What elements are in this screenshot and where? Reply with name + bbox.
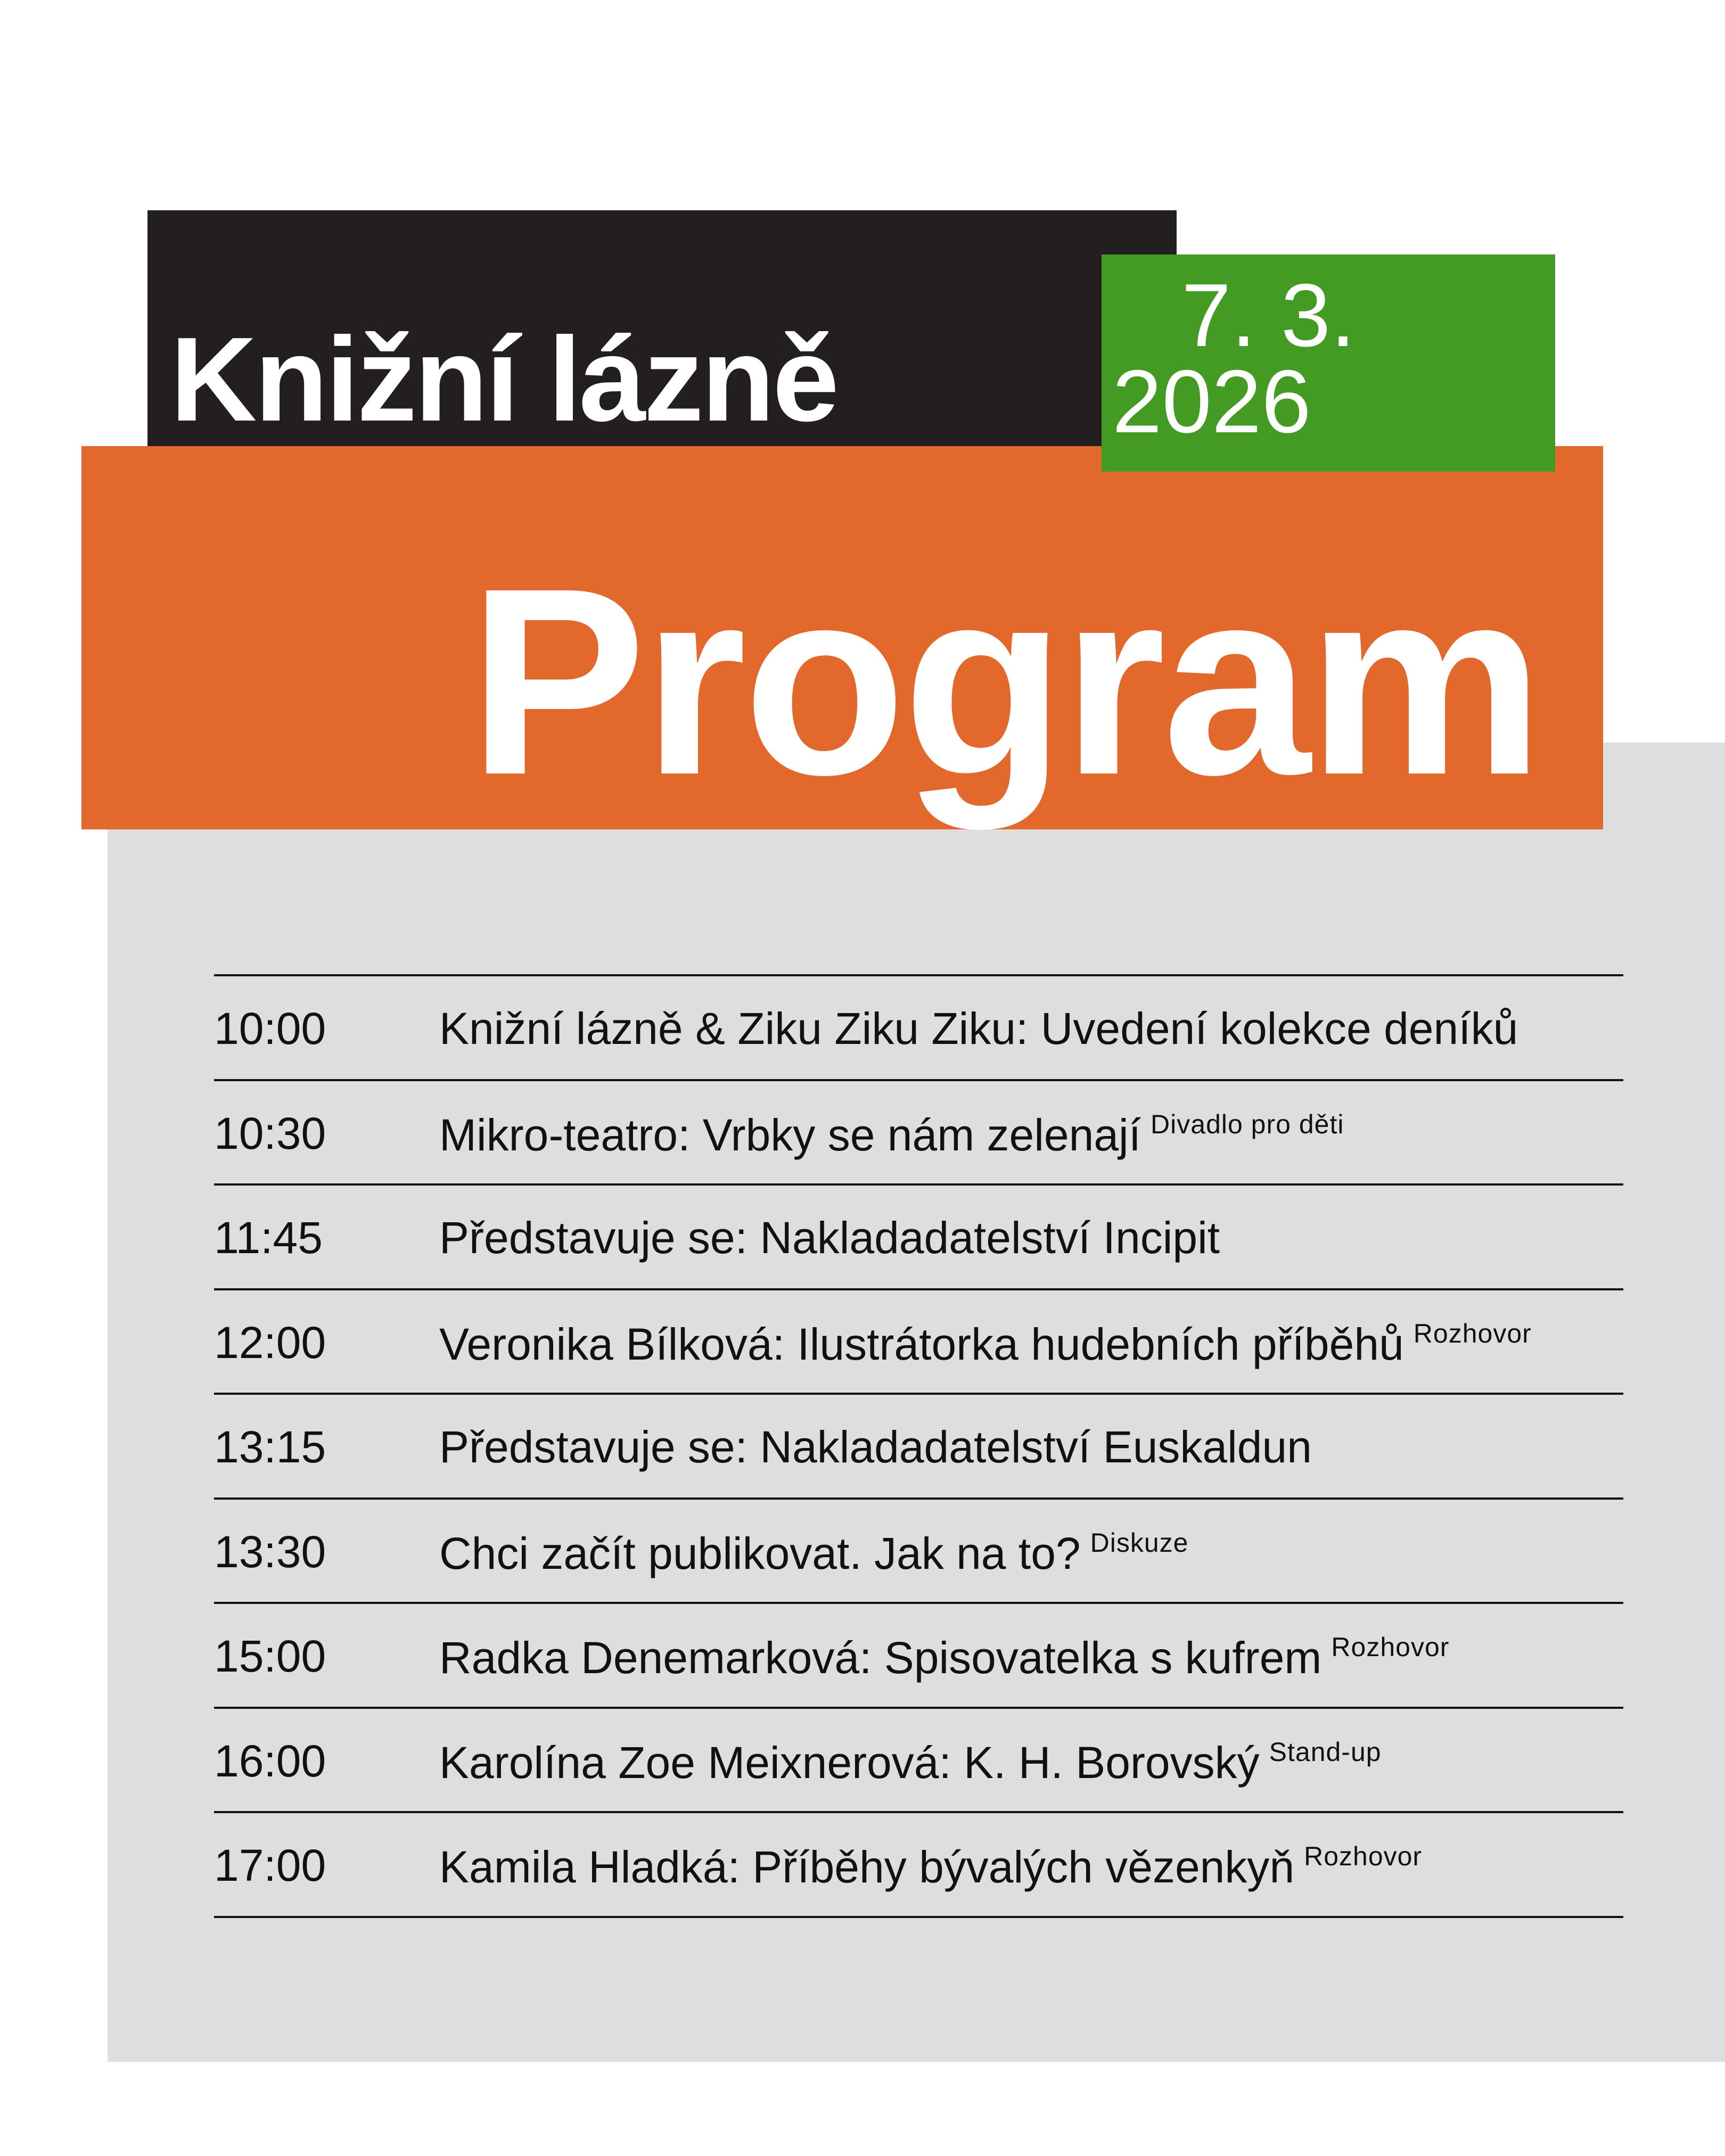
schedule-tag: Rozhovor (1331, 1632, 1450, 1662)
schedule-tag: Rozhovor (1413, 1318, 1532, 1348)
event-date-year: 2026 (1112, 351, 1311, 451)
schedule-row (214, 974, 1623, 1079)
schedule-time: 17:00 (214, 1840, 326, 1890)
schedule-time: 13:30 (214, 1526, 326, 1577)
schedule-row (214, 1288, 1623, 1393)
schedule-time: 10:30 (214, 1108, 326, 1158)
schedule-item (439, 1737, 1382, 1788)
schedule-time: 12:00 (214, 1317, 326, 1368)
schedule-time: 16:00 (214, 1735, 326, 1786)
schedule-row (214, 1497, 1623, 1602)
schedule-item (439, 1109, 1344, 1160)
schedule-row (214, 1393, 1623, 1497)
schedule-title: Kamila Hladká: Příběhy bývalých vězenkyň (439, 1842, 1295, 1892)
schedule-title: Karolína Zoe Meixnerová: K. H. Borovský (439, 1737, 1260, 1788)
schedule-title: Představuje se: Nakladadatelství Incipit (439, 1213, 1220, 1263)
schedule-tag: Divadlo pro děti (1151, 1109, 1344, 1139)
schedule-time: 11:45 (214, 1213, 323, 1263)
schedule-time: 15:00 (214, 1631, 326, 1681)
program-heading-wrap (469, 548, 1613, 857)
schedule-title: Chci začít publikovat. Jak na to? (439, 1528, 1081, 1578)
schedule-item (439, 1422, 1312, 1472)
program-heading: Program (469, 548, 1541, 830)
schedule-item (439, 1003, 1518, 1054)
schedule-item (439, 1841, 1423, 1892)
schedule-item (439, 1213, 1220, 1263)
schedule-title: Představuje se: Nakladadatelství Euskaldun (439, 1422, 1312, 1472)
schedule-item (439, 1320, 1532, 1367)
schedule-tag: Rozhovor (1304, 1841, 1423, 1871)
schedule-title: Knižní lázně & Ziku Ziku Ziku: Uvedení kolekce deníků (439, 1003, 1518, 1054)
schedule-row (214, 1183, 1623, 1288)
date-block (1102, 254, 1555, 472)
schedule-title: Mikro-teatro: Vrbky se nám zelenají (439, 1109, 1141, 1160)
schedule-item (439, 1529, 1188, 1576)
event-title: Knižní lázně (170, 312, 837, 446)
schedule-tag: Diskuze (1090, 1527, 1189, 1558)
event-date-day-month: 7. 3. (1181, 265, 1356, 365)
schedule-tag: Stand-up (1269, 1737, 1382, 1767)
schedule-item (439, 1632, 1450, 1683)
schedule-row (214, 1602, 1623, 1707)
schedule-title: Veronika Bílková: Ilustrátorka hudebních příběhů (439, 1319, 1404, 1369)
title-clip (147, 210, 1177, 446)
schedule-time: 10:00 (214, 1003, 326, 1054)
schedule-row (214, 1707, 1623, 1812)
schedule-list (214, 974, 1623, 1918)
schedule-row (214, 1811, 1623, 1918)
schedule-title: Radka Denemarková: Spisovatelka s kufrem (439, 1633, 1322, 1683)
schedule-time: 13:15 (214, 1422, 326, 1472)
schedule-row (214, 1079, 1623, 1184)
